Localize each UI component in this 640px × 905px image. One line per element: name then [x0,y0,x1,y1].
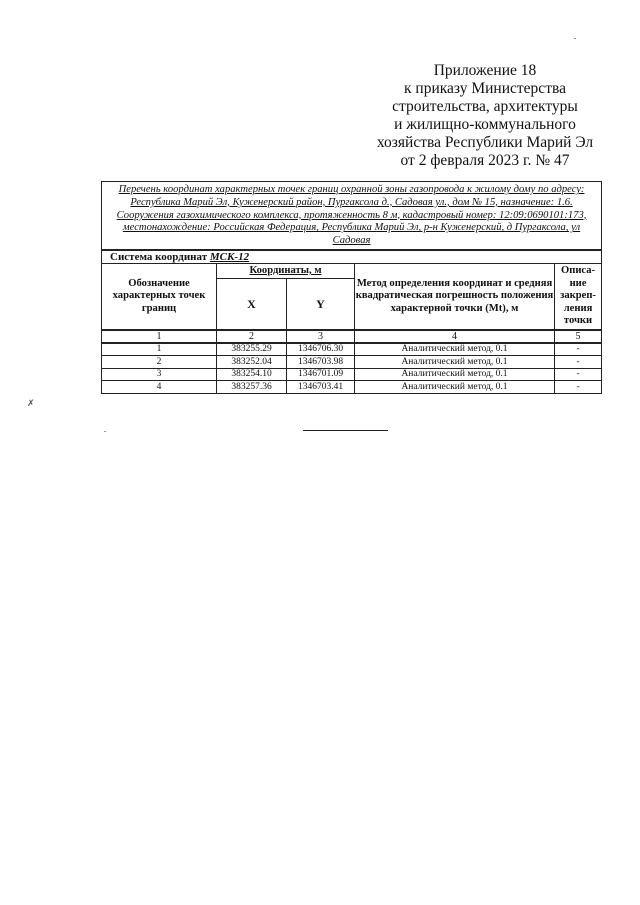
cell-method: Аналитический метод, 0.1 [355,343,555,356]
cell-x: 383255.29 [217,343,287,356]
header-coordinates: Координаты, м [217,263,355,278]
header-line: строительства, архитектуры [392,98,578,115]
cell-method: Аналитический метод, 0.1 [355,381,555,394]
cell-y: 1346703.41 [287,381,355,394]
table-row [102,381,602,394]
column-number: 3 [287,330,355,343]
header-line: к приказу Министерства [404,80,566,97]
table-row [102,356,602,369]
coordinate-system [102,250,602,264]
cell-x: 383257.36 [217,381,287,394]
cell-point: 3 [102,368,217,381]
header-line: хозяйства Республики Марий Эл [376,134,594,151]
header-y: Y [287,278,355,330]
table-row [102,368,602,381]
header-line: от 2 февраля 2023 г. № 47 [400,152,570,169]
coordinate-system-label: Система координат [110,250,208,263]
cell-description: - [555,368,602,381]
cell-point: 1 [102,343,217,356]
cell-description: - [555,356,602,369]
cell-y: 1346703.98 [287,356,355,369]
table-row [102,343,602,356]
column-number: 2 [217,330,287,343]
header-method: Метод определения координат и средняя квадратическая погрешность положения характерной точки (Mt), м [355,263,555,330]
table-title: Перечень координат характерных точек границ охранной зоны газопровода к жилому дому по адресу: Республика Марий Эл, Куженерский район, Пургаксола д., Садовая ул., дом № 15, назначение: 1.6. Сооружения газохимического комплекса, протяженность 8 м, кадастровый номер: 12:09:0690101:173, местонахождение: Российская Федерация, Республика Марий Эл, р-н Куженерский, д Пургаксола, ул Садовая [102,182,602,250]
cell-x: 383254.10 [217,368,287,381]
coordinates-table [101,181,602,394]
cell-y: 1346701.09 [287,368,355,381]
signature-line [303,430,388,431]
header-line: Приложение 18 [433,62,537,79]
cell-description: - [555,343,602,356]
cell-y: 1346706.30 [287,343,355,356]
appendix-header [340,62,630,170]
scan-speck [104,431,106,432]
margin-mark: ✗ [27,399,35,409]
header-line: и жилищно-коммунального [394,116,576,133]
scan-speck [574,38,576,39]
cell-x: 383252.04 [217,356,287,369]
header-point: Обозначение характерных точек границ [102,263,217,330]
header-x: X [217,278,287,330]
cell-point: 4 [102,381,217,394]
cell-method: Аналитический метод, 0.1 [355,368,555,381]
column-number: 1 [102,330,217,343]
cell-point: 2 [102,356,217,369]
cell-method: Аналитический метод, 0.1 [355,356,555,369]
header-description: Описа-ние закреп-ления точки [555,263,602,330]
cell-description: - [555,381,602,394]
column-number: 4 [355,330,555,343]
coordinate-system-value: МСК-12 [209,250,250,263]
column-number: 5 [555,330,602,343]
